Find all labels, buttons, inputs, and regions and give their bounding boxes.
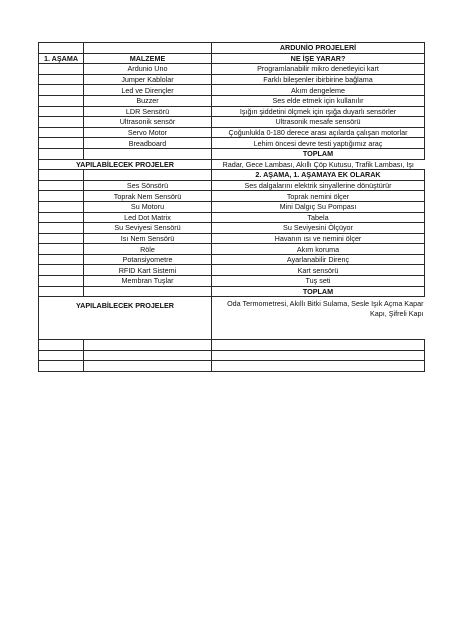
purpose-cell: Farklı bileşenler ibirbirine bağlama xyxy=(212,74,425,85)
table-row xyxy=(39,138,425,149)
table-row xyxy=(39,254,425,265)
purpose-cell: Kart sensörü xyxy=(212,265,425,276)
stage2-total-row xyxy=(39,286,425,297)
table-row xyxy=(39,180,425,191)
purpose-column-header: NE İŞE YARAR? xyxy=(212,53,425,64)
table-row xyxy=(39,106,425,117)
material-cell: Röle xyxy=(84,244,212,255)
table-row xyxy=(39,191,425,202)
projects-text: Radar, Gece Lambası, Akıllı Çöp Kutusu, Trafik Lambası, Işı xyxy=(212,159,425,170)
material-cell: Potansiyometre xyxy=(84,254,212,265)
title-row xyxy=(39,43,425,54)
purpose-cell: Tuş seti xyxy=(212,276,425,287)
material-cell: Breadboard xyxy=(84,138,212,149)
table-row xyxy=(39,201,425,212)
material-cell: Ultrasonik sensör xyxy=(84,117,212,128)
material-cell: Toprak Nem Sensörü xyxy=(84,191,212,202)
stage1-total-row xyxy=(39,148,425,159)
table-row xyxy=(39,117,425,128)
ardunio-projects-table xyxy=(38,42,425,372)
purpose-cell: Ayarlanabilir Direnç xyxy=(212,254,425,265)
purpose-cell: Programlanabilir mikro denetleyici kart xyxy=(212,64,425,75)
table-title: ARDUNİO PROJELERİ xyxy=(212,43,425,54)
purpose-cell: Akım koruma xyxy=(212,244,425,255)
stage2-header: 2. AŞAMA, 1. AŞAMAYA EK OLARAK xyxy=(212,170,425,181)
table-row xyxy=(39,276,425,287)
purpose-cell: Ses dalgalarını elektrik sinyallerine dönüştürür xyxy=(212,180,425,191)
table-row xyxy=(39,127,425,138)
empty-row xyxy=(39,340,425,351)
projects-label: YAPILABİLECEK PROJELER xyxy=(39,159,212,170)
material-column-header: MALZEME xyxy=(84,53,212,64)
stage1-label: 1. AŞAMA xyxy=(39,53,84,64)
table-row xyxy=(39,265,425,276)
projects-line-2: Kapı, Şifreli Kapı xyxy=(369,308,424,318)
stage2-projects-row xyxy=(39,297,425,340)
table-row xyxy=(39,233,425,244)
material-cell: Buzzer xyxy=(84,95,212,106)
material-cell: RFID Kart Sistemi xyxy=(84,265,212,276)
material-cell: LDR Sensörü xyxy=(84,106,212,117)
projects-label: YAPILABİLECEK PROJELER xyxy=(39,297,212,340)
empty-row xyxy=(39,350,425,361)
material-cell: Membran Tuşlar xyxy=(84,276,212,287)
table-row xyxy=(39,223,425,234)
material-cell: Led Dot Matrix xyxy=(84,212,212,223)
projects-line-1: Oda Termometresi, Akıllı Bitki Sulama, Sesle Işık Açma Kapar xyxy=(227,299,424,309)
purpose-cell: Mini Dalgıç Su Pompası xyxy=(212,201,425,212)
table-row xyxy=(39,74,425,85)
material-cell: Isı Nem Sensörü xyxy=(84,233,212,244)
material-cell: Servo Motor xyxy=(84,127,212,138)
material-cell: Ses Sönsörü xyxy=(84,180,212,191)
purpose-cell: Akım dengeleme xyxy=(212,85,425,96)
table-row xyxy=(39,212,425,223)
stage1-header-row xyxy=(39,53,425,64)
empty-row xyxy=(39,361,425,372)
total-label: TOPLAM xyxy=(212,286,425,297)
table-row xyxy=(39,95,425,106)
purpose-cell: Işığın şiddetini ölçmek için ışığa duyarlı sensörler xyxy=(212,106,425,117)
table-row xyxy=(39,64,425,75)
purpose-cell: Havanın ısı ve nemini ölçer xyxy=(212,233,425,244)
material-cell: Su Motoru xyxy=(84,201,212,212)
table-row xyxy=(39,85,425,96)
purpose-cell: Ultrasonik mesafe sensörü xyxy=(212,117,425,128)
table-row xyxy=(39,244,425,255)
purpose-cell: Tabela xyxy=(212,212,425,223)
purpose-cell: Lehim öncesi devre testi yaptığımız araç xyxy=(212,138,425,149)
material-cell: Su Seviyesi Sensörü xyxy=(84,223,212,234)
purpose-cell: Su Seviyesini Ölçüyor xyxy=(212,223,425,234)
material-cell: Led ve Dirençler xyxy=(84,85,212,96)
purpose-cell: Toprak nemini ölçer xyxy=(212,191,425,202)
purpose-cell: Ses elde etmek için kullanılır xyxy=(212,95,425,106)
total-label: TOPLAM xyxy=(212,148,425,159)
stage1-projects-row xyxy=(39,159,425,170)
purpose-cell: Çoğunlukla 0-180 derece arası açılarda çalışan motorlar xyxy=(212,127,425,138)
stage2-header-row xyxy=(39,170,425,181)
material-cell: Jumper Kablolar xyxy=(84,74,212,85)
material-cell: Ardunio Uno xyxy=(84,64,212,75)
projects-text xyxy=(212,297,425,340)
